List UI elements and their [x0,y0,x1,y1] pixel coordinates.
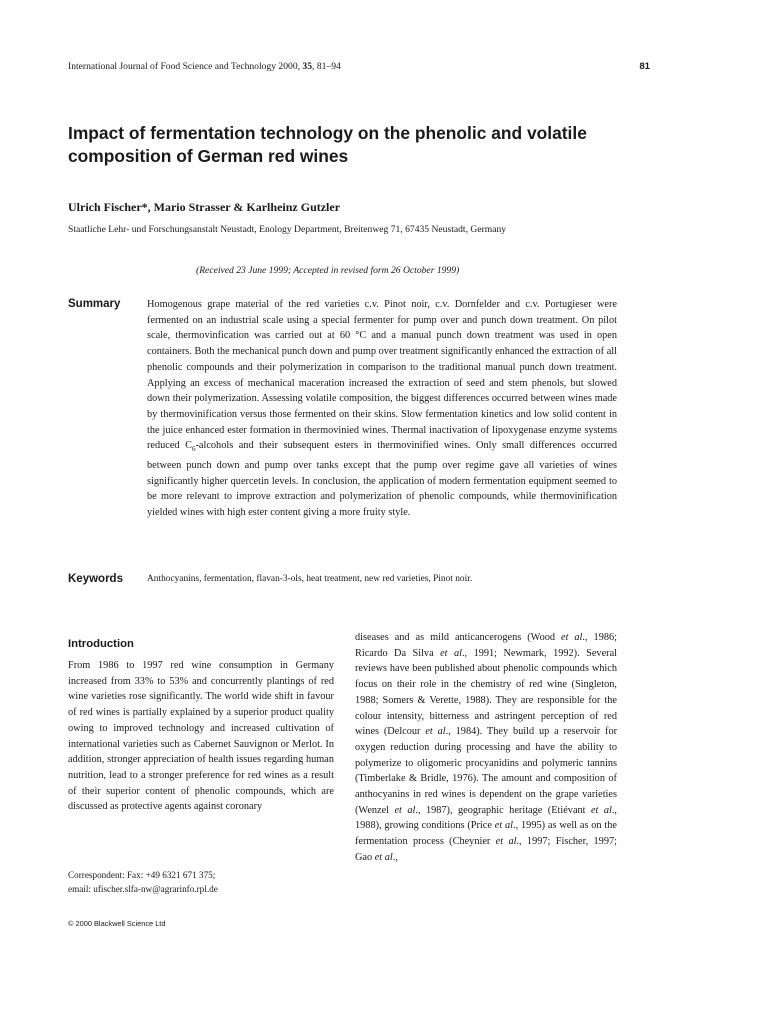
et-al: et al [495,836,517,848]
article-title: Impact of fermentation technology on the phenolic and volatile composition of German red wines [68,123,587,166]
keywords-label: Keywords [68,573,123,585]
et-al: et al [425,726,446,738]
introduction-right-column [355,630,617,866]
et-al: et al [394,804,416,816]
intro-right-text: ., 1987), geographic heritage (Etiévant [415,804,591,816]
journal-header [68,61,341,72]
copyright-notice: © 2000 Blackwell Science Ltd [68,919,166,928]
journal-name: International Journal of Food Science and Technology 2000, [68,61,303,72]
summary-label: Summary [68,298,121,310]
intro-right-text: ., [392,851,398,863]
keywords-text: Anthocyanins, fermentation, flavan-3-ols, heat treatment, new red varieties, Pinot noir. [147,574,473,584]
journal-pages: , 81–94 [312,61,341,72]
received-dates: (Received 23 June 1999; Accepted in revised form 26 October 1999) [196,265,460,276]
summary-subscript: 6 [191,445,196,454]
author-list: Ulrich Fischer*, Mario Strasser & Karlheinz Gutzler [68,200,341,214]
et-al: et al [440,647,462,659]
correspondent-email: email: ufischer.slfa-nw@agrarinfo.rpl.de [68,884,218,894]
et-al: et al [561,632,583,643]
intro-right-text: diseases and as mild anticancerogens (Wood [355,632,561,643]
et-al: et al [374,851,393,863]
intro-right-text: ., 1986; Ricardo Da Silva [355,632,617,659]
journal-volume: 35 [302,61,313,72]
intro-right-text: ., 1997; Fischer, 1997; Gao [355,836,617,863]
introduction-left-column: From 1986 to 1997 red wine consumption in Germany increased from 33% to 53% and concurrently plantings of red wine varieties rose significantly. The world wide shift in favour of red wines is partially explained by a superior product quality owing to improved technology and increased cultivation of international varieties such as Cabernet Sauvignon or Merlot. In addition, stronger appreciation of health issues regarding human nutrition, lead to a stronger preference for red wines as a result of their superior content of phenolic compounds, which are discussed as protective agents against coronary [68,660,334,813]
et-al: et al [494,820,514,832]
correspondent-fax: Correspondent: Fax: +49 6321 671 375; [68,870,216,880]
et-al: et al [590,804,612,816]
summary-text-part1: Homogenous grape material of the red varieties c.v. Pinot noir, c.v. Dornfelder and c.v. Portugieser were fermented on an industrial scale using a special fermenter for pump over and punch down treatment. On pilot scale, thermovinfication was carried out at 60 °C and a manual punch down treatment was used in open containers. Both the mechanical punch down and pump over treatment significantly enhanced the extraction of all phenolic compounds and their polymerization in comparison to the traditional manual punch down treatment. Applying an excess of mechanical maceration increased the extraction of seed and stem phenols, but slowed down their polymerization. Assessing volatile composition, the biggest differences occurred between wines made by thermovinification versus those fermented on their skins. Slow fermentation kinetics and low solid content in the juice enhanced ester formation in thermovinied wines. Thermal inactivation of lipoxygenase enzyme systems reduced C [147,299,617,452]
affiliation: Staatliche Lehr- und Forschungsanstalt Neustadt, Enology Department, Breitenweg 71, 67435 Neustadt, Germany [68,224,507,235]
summary-text-part2: -alcohols and their subsequent esters in thermovinified wines. Only small differences occurred between punch down and pump over tanks except that the pump over regime gave all varieties of wines significantly higher quercetin levels. In conclusion, the application of modern fermentation equipment seemed to be more relevant to improve extraction and polymerization of phenolic compounds, while thermovinification yielded wines with high ester content giving a more fruity style. [147,440,617,519]
page-number: 81 [639,61,650,72]
intro-right-text: ., 1988), growing conditions (Price [355,804,618,832]
intro-right-text: ., 1991; Newmark, 1992). Several reviews have been published about phenolic compounds which focus on their role in the chemistry of red wine (Singleton, 1988; Somers & Verette, 1988). They are responsible for the colour intensity, bitterness and astringent perception of red wines (Delcour [355,647,617,738]
correspondence-footnote [68,868,218,896]
summary-text [147,297,617,521]
intro-right-text: ., 1984). They build up a reservoir for oxygen reduction during processing and have the ability to polymerize to oligomeric procyanidins and polymeric tannins (Timberlake & Bridle, 1976). The amount and composition of anthocyanins in red wines is dependent on the grape varieties (Wenzel [355,726,618,816]
introduction-heading: Introduction [68,638,134,650]
intro-right-text: ., 1995) as well as on the fermentation process (Cheynier [355,820,617,848]
